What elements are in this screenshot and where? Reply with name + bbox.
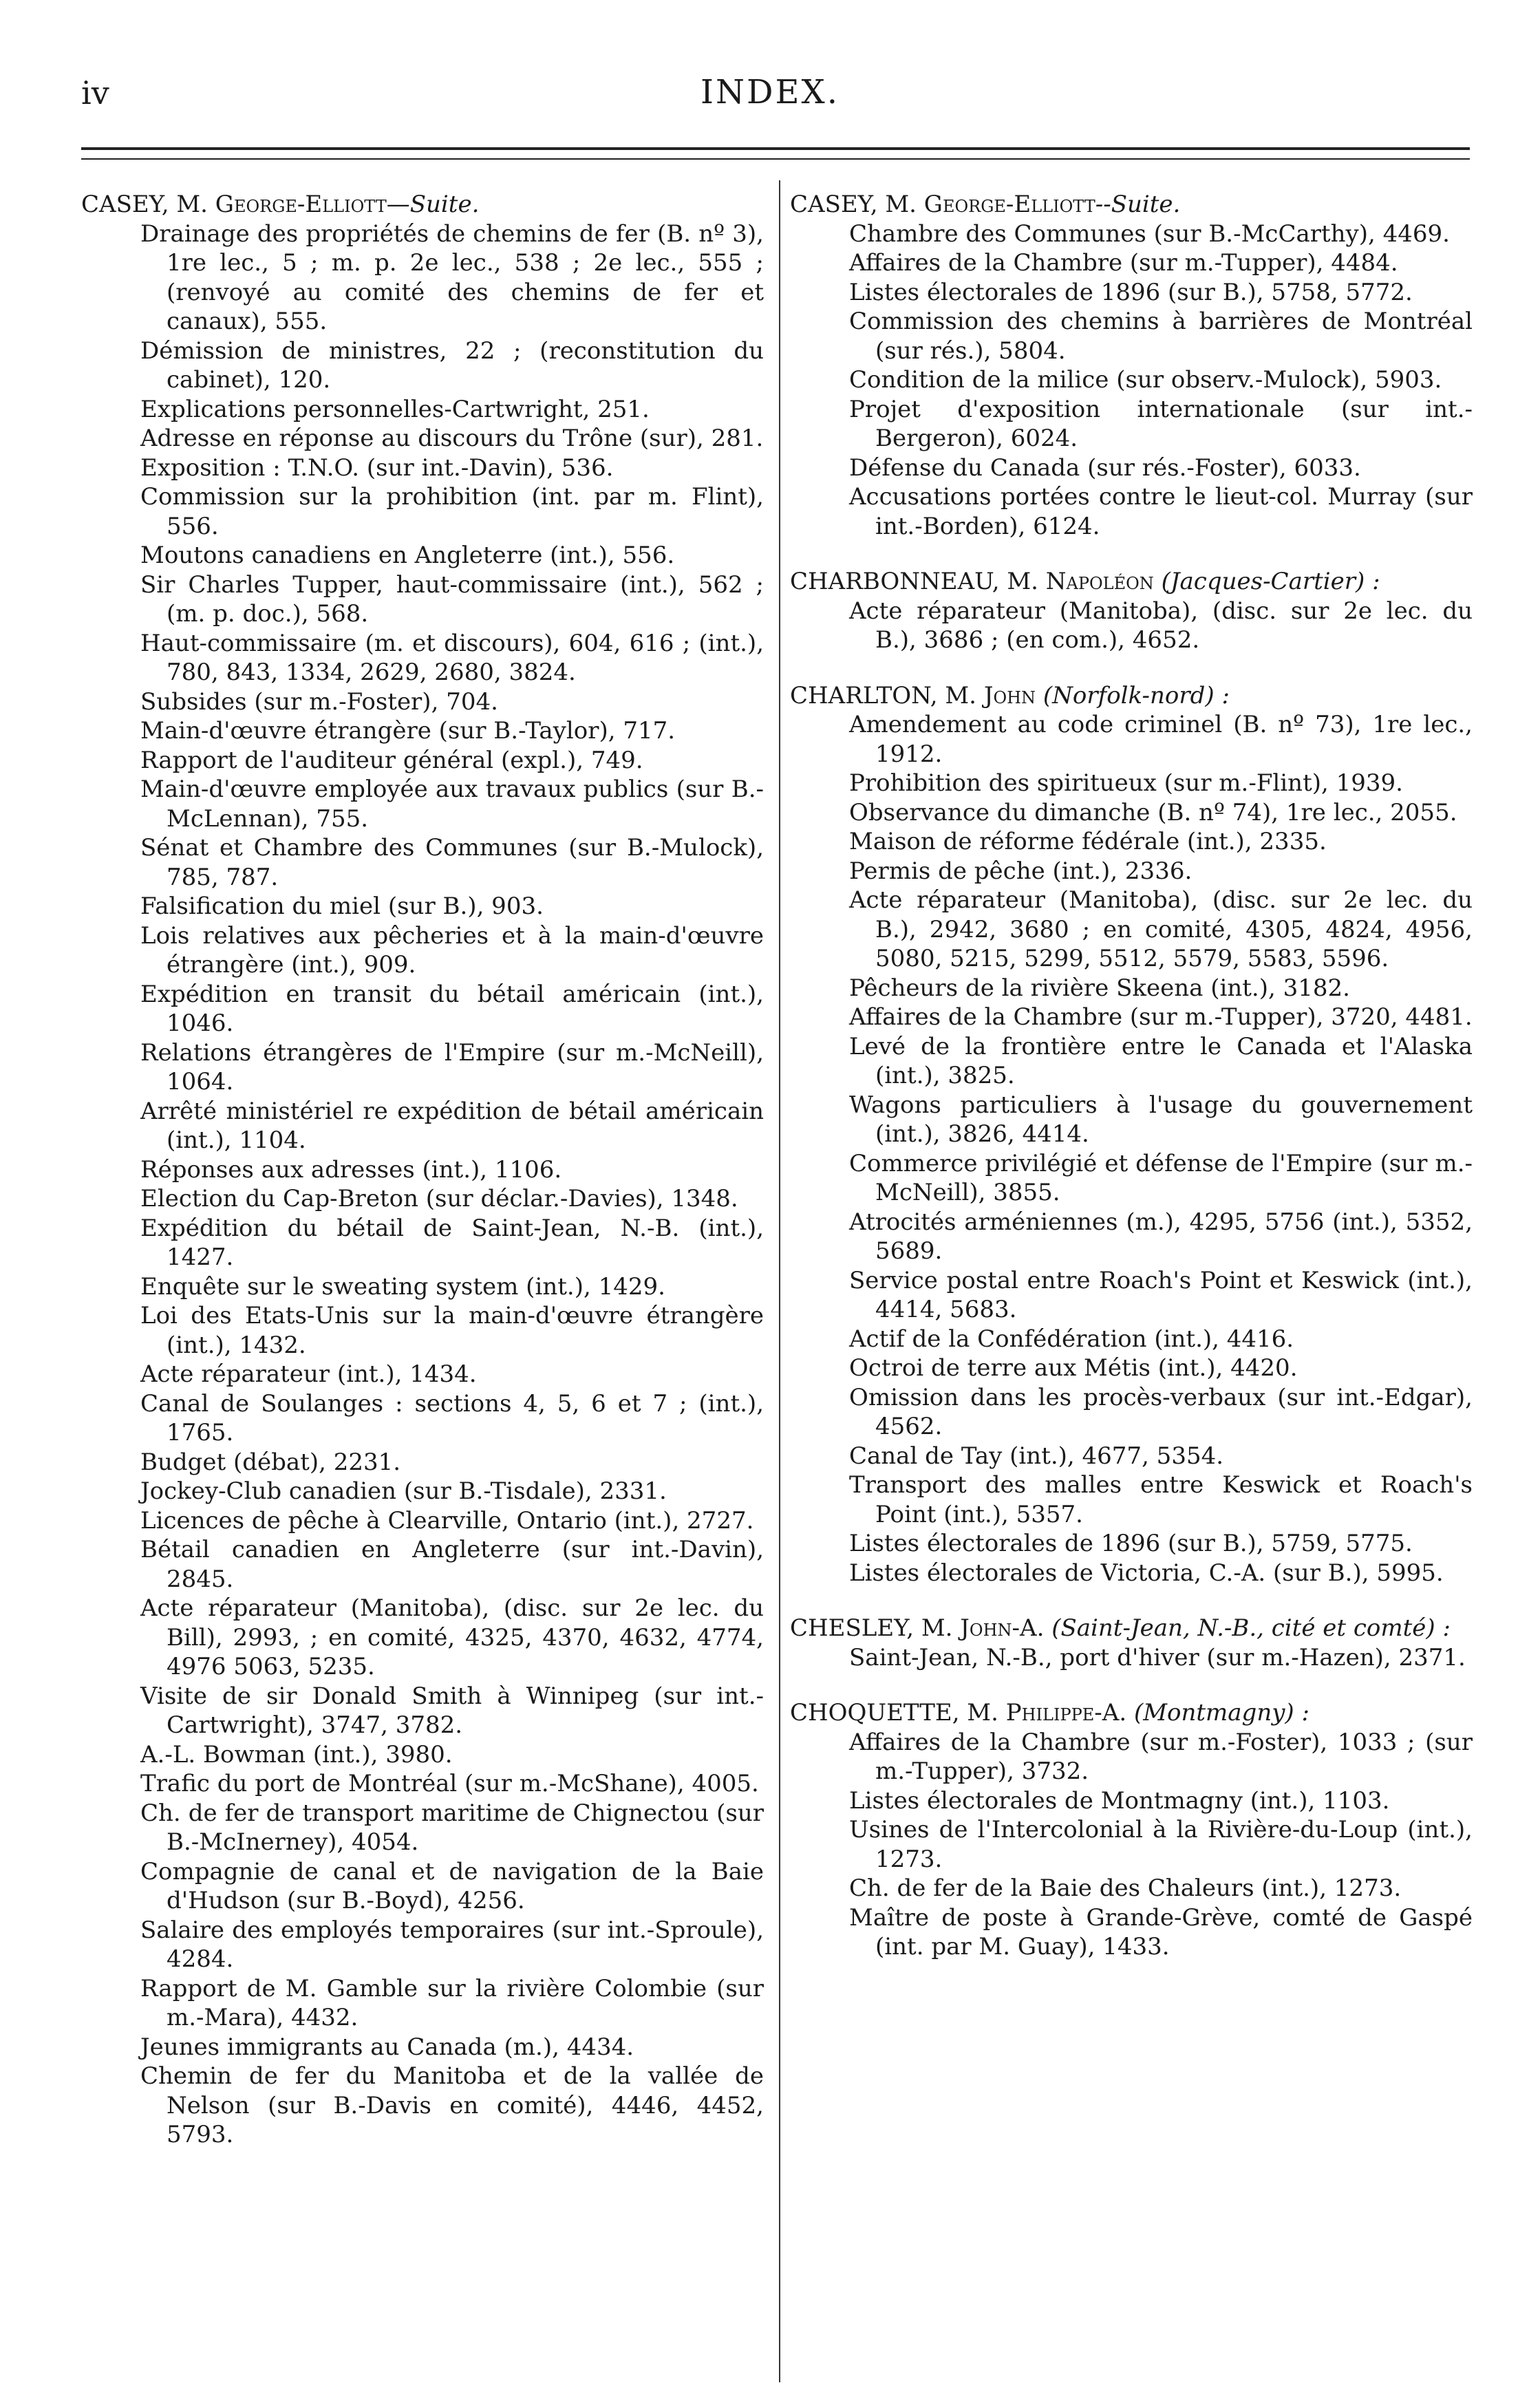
index-entry: Octroi de terre aux Métis (int.), 4420. [849, 1354, 1298, 1382]
index-entry: Lois relatives aux pêcheries et à la main-d'œuvre étrangère (int.), 909. [140, 921, 764, 979]
index-entry: Compagnie de canal et de navigation de la Baie d'Hudson (sur B.-Boyd), 4256. [140, 1857, 764, 1914]
index-entry: Subsides (sur m.-Foster), 704. [140, 687, 498, 716]
index-entry: Visite de sir Donald Smith à Winnipeg (sur int.-Cartwright), 3747, 3782. [140, 1682, 764, 1739]
index-entry: Listes électorales de 1896 (sur B.), 5759, 5775. [849, 1530, 1413, 1557]
index-entry: Loi des Etats-Unis sur la main-d'œuvre étrangère (int.), 1432. [140, 1302, 764, 1359]
index-entry: Acte réparateur (Manitoba), (disc. sur 2e lec. du B.), 3686 ; (en com.), 4652. [849, 597, 1473, 654]
index-entry: Jeunes immigrants au Canada (m.), 4434. [140, 2033, 634, 2061]
index-entry: Défense du Canada (sur rés.-Foster), 6033. [849, 453, 1361, 482]
index-entry: Trafic du port de Montréal (sur m.-McShane), 4005. [140, 1770, 759, 1797]
heading-name: CHOQUETTE, M. [790, 1699, 998, 1727]
column-divider [779, 180, 780, 2382]
index-entry: Haut-commissaire (m. et discours), 604, 616 ; (int.), 780, 843, 1334, 2629, 2680, 3824. [140, 629, 764, 686]
index-entry: Listes électorales de Victoria, C.-A. (sur B.), 5995. [849, 1559, 1444, 1587]
index-entry: Salaire des employés temporaires (sur int.-Sproule), 4284. [140, 1916, 764, 1973]
index-entry: Canal de Soulanges : sections 4, 5, 6 et 7 ; (int.), 1765. [140, 1389, 764, 1446]
index-heading [790, 1698, 1473, 1728]
index-entry: Acte réparateur (Manitoba), (disc. sur 2e lec. du Bill), 2993, ; en comité, 4325, 4370, 4632, 4774, 4976 5063, 5235. [140, 1594, 764, 1680]
heading-qualifier: (Norfolk-nord) : [1042, 681, 1230, 709]
index-entry: Chemin de fer du Manitoba et de la vallée de Nelson (sur B.-Davis en comité), 4446, 4452, 5793. [140, 2062, 764, 2148]
index-entry: Chambre des Communes (sur B.-McCarthy), 4469. [849, 220, 1450, 248]
index-entry: Saint-Jean, N.-B., port d'hiver (sur m.-Hazen), 2371. [849, 1643, 1466, 1671]
index-group [790, 190, 1473, 541]
index-heading [790, 190, 1473, 220]
index-entry: Sir Charles Tupper, haut-commissaire (int.), 562 ; (m. p. doc.), 568. [140, 570, 764, 628]
index-entry: Accusations portées contre le lieut-col. Murray (sur int.-Borden), 6124. [849, 483, 1473, 540]
heading-given-name: George-Elliott [923, 191, 1095, 218]
index-entry: Actif de la Confédération (int.), 4416. [849, 1325, 1294, 1353]
index-group [81, 190, 764, 2150]
index-entry: Moutons canadiens en Angleterre (int.), 556. [140, 542, 675, 569]
index-entry: Canal de Tay (int.), 4677, 5354. [849, 1442, 1224, 1470]
heading-qualifier: (Jacques-Cartier) : [1161, 568, 1380, 595]
index-entry: Acte réparateur (int.), 1434. [140, 1360, 477, 1388]
index-entry: Affaires de la Chambre (sur m.-Foster), 1033 ; (sur m.-Tupper), 3732. [849, 1728, 1473, 1785]
index-entry: Service postal entre Roach's Point et Keswick (int.), 4414, 5683. [849, 1266, 1473, 1323]
index-entry: Explications personnelles-Cartwright, 251. [140, 395, 650, 423]
index-entry: Atrocités arméniennes (m.), 4295, 5756 (int.), 5352, 5689. [849, 1208, 1473, 1265]
index-entry: Listes électorales de 1896 (sur B.), 5758, 5772. [849, 278, 1413, 306]
index-entry: Enquête sur le sweating system (int.), 1429. [140, 1272, 665, 1301]
heading-qualifier: (Saint-Jean, N.-B., cité et comté) : [1051, 1614, 1451, 1642]
index-entry: Amendement au code criminel (B. nº 73), 1re lec., 1912. [849, 711, 1473, 768]
index-entry: Arrêté ministériel re expédition de bétail américain (int.), 1104. [140, 1097, 764, 1154]
index-heading [790, 567, 1473, 597]
index-entry: Condition de la milice (sur observ.-Mulock), 5903. [849, 366, 1442, 394]
index-entry: Levé de la frontière entre le Canada et l'Alaska (int.), 3825. [849, 1032, 1473, 1089]
header-rule-thin [81, 158, 1470, 160]
index-entry: Rapport de M. Gamble sur la rivière Colombie (sur m.-Mara), 4432. [140, 1974, 764, 2031]
index-entry: Expédition du bétail de Saint-Jean, N.-B. (int.), 1427. [140, 1214, 764, 1271]
heading-name: CASEY, M. [790, 191, 917, 218]
index-entry: Rapport de l'auditeur général (expl.), 749. [140, 746, 643, 774]
index-heading [81, 190, 764, 220]
index-entry: Sénat et Chambre des Communes (sur B.-Mulock), 785, 787. [140, 834, 764, 891]
index-entry: Omission dans les procès-verbaux (sur int.-Edgar), 4562. [849, 1383, 1473, 1440]
index-entry: Ch. de fer de la Baie des Chaleurs (int.), 1273. [849, 1874, 1402, 1902]
heading-name: CHARLTON, M. [790, 681, 976, 709]
index-heading [790, 1614, 1473, 1643]
page-number: iv [81, 74, 109, 111]
index-entry: Prohibition des spiritueux (sur m.-Flint), 1939. [849, 769, 1403, 797]
heading-qualifier: (Montmagny) : [1133, 1699, 1309, 1727]
index-entry: Expédition en transit du bétail américain (int.), 1046. [140, 980, 764, 1037]
index-entry: Adresse en réponse au discours du Trône (sur), 281. [140, 425, 764, 452]
index-entry: Commerce privilégié et défense de l'Empire (sur m.-McNeill), 3855. [849, 1149, 1473, 1206]
index-entry: Affaires de la Chambre (sur m.-Tupper), 3720, 4481. [849, 1003, 1473, 1031]
index-entry: Démission de ministres, 22 ; (reconstitution du cabinet), 120. [140, 336, 764, 394]
heading-given-name: John-A. [960, 1614, 1045, 1642]
index-entry: Maître de poste à Grande-Grève, comté de Gaspé (int. par M. Guay), 1433. [849, 1903, 1473, 1960]
index-entry: Exposition : T.N.O. (sur int.-Davin), 536. [140, 453, 614, 482]
index-entry: Observance du dimanche (B. nº 74), 1re lec., 2055. [849, 798, 1457, 826]
index-entry: Transport des malles entre Keswick et Roach's Point (int.), 5357. [849, 1471, 1473, 1528]
index-entry: Acte réparateur (Manitoba), (disc. sur 2e lec. du B.), 2942, 3680 ; en comité, 4305, 4824, 4956, 5080, 5215, 5299, 5512, 5579, 5583, 5596. [849, 886, 1473, 972]
index-group [790, 1614, 1473, 1672]
index-group [790, 1698, 1473, 1962]
index-entry: Projet d'exposition internationale (sur int.-Bergeron), 6024. [849, 395, 1473, 452]
index-entry: Licences de pêche à Clearville, Ontario (int.), 2727. [140, 1506, 754, 1535]
index-group [790, 567, 1473, 655]
index-group [790, 681, 1473, 1588]
index-entry: Election du Cap-Breton (sur déclar.-Davies), 1348. [140, 1185, 738, 1212]
left-column [81, 190, 764, 2176]
index-entry: Réponses aux adresses (int.), 1106. [140, 1155, 562, 1184]
index-entry: Ch. de fer de transport maritime de Chignectou (sur B.-McInerney), 4054. [140, 1799, 764, 1856]
index-entry: Drainage des propriétés de chemins de fer (B. nº 3), 1re lec., 5 ; m. p. 2e lec., 538 ; 2e lec., 555 ; (renvoyé au comité des chemins de fer et canaux), 555. [140, 220, 764, 335]
index-entry: Listes électorales de Montmagny (int.), 1103. [849, 1786, 1390, 1815]
index-entry: Wagons particuliers à l'usage du gouvernement (int.), 3826, 4414. [849, 1091, 1473, 1148]
heading-given-name: George-Elliott [215, 191, 387, 218]
heading-given-name: John [983, 681, 1036, 709]
index-entry: Permis de pêche (int.), 2336. [849, 857, 1193, 885]
index-entry: Budget (débat), 2231. [140, 1448, 401, 1476]
index-entry: Jockey-Club canadien (sur B.-Tisdale), 2331. [140, 1477, 667, 1505]
index-entry: Maison de réforme fédérale (int.), 2335. [849, 828, 1327, 855]
index-entry: Falsification du miel (sur B.), 903. [140, 892, 544, 920]
index-entry: Pêcheurs de la rivière Skeena (int.), 3182. [849, 974, 1350, 1002]
index-entry: A.-L. Bowman (int.), 3980. [140, 1740, 453, 1768]
index-entry: Affaires de la Chambre (sur m.-Tupper), 4484. [849, 249, 1398, 277]
index-entry: Commission des chemins à barrières de Montréal (sur rés.), 5804. [849, 308, 1473, 365]
heading-qualifier: —Suite. [386, 191, 480, 218]
heading-given-name: Philippe-A. [1005, 1699, 1127, 1727]
heading-name: CHESLEY, M. [790, 1614, 953, 1642]
index-heading [790, 681, 1473, 711]
index-entry: Main-d'œuvre étrangère (sur B.-Taylor), 717. [140, 717, 676, 745]
index-entry: Main-d'œuvre employée aux travaux publics (sur B.-McLennan), 755. [140, 776, 764, 833]
heading-given-name: Napoléon [1045, 568, 1154, 595]
heading-name: CHARBONNEAU, M. [790, 568, 1038, 595]
index-entry: Usines de l'Intercolonial à la Rivière-du-Loup (int.), 1273. [849, 1816, 1473, 1873]
heading-qualifier: --Suite. [1095, 191, 1181, 218]
index-entry: Commission sur la prohibition (int. par m. Flint), 556. [140, 483, 764, 540]
page-title: INDEX. [701, 73, 839, 111]
header-rule-thick [81, 147, 1470, 150]
index-entry: Relations étrangères de l'Empire (sur m.-McNeill), 1064. [140, 1038, 764, 1095]
heading-name: CASEY, M. [81, 191, 208, 218]
index-entry: Bétail canadien en Angleterre (sur int.-Davin), 2845. [140, 1536, 764, 1593]
right-column [790, 190, 1473, 1988]
